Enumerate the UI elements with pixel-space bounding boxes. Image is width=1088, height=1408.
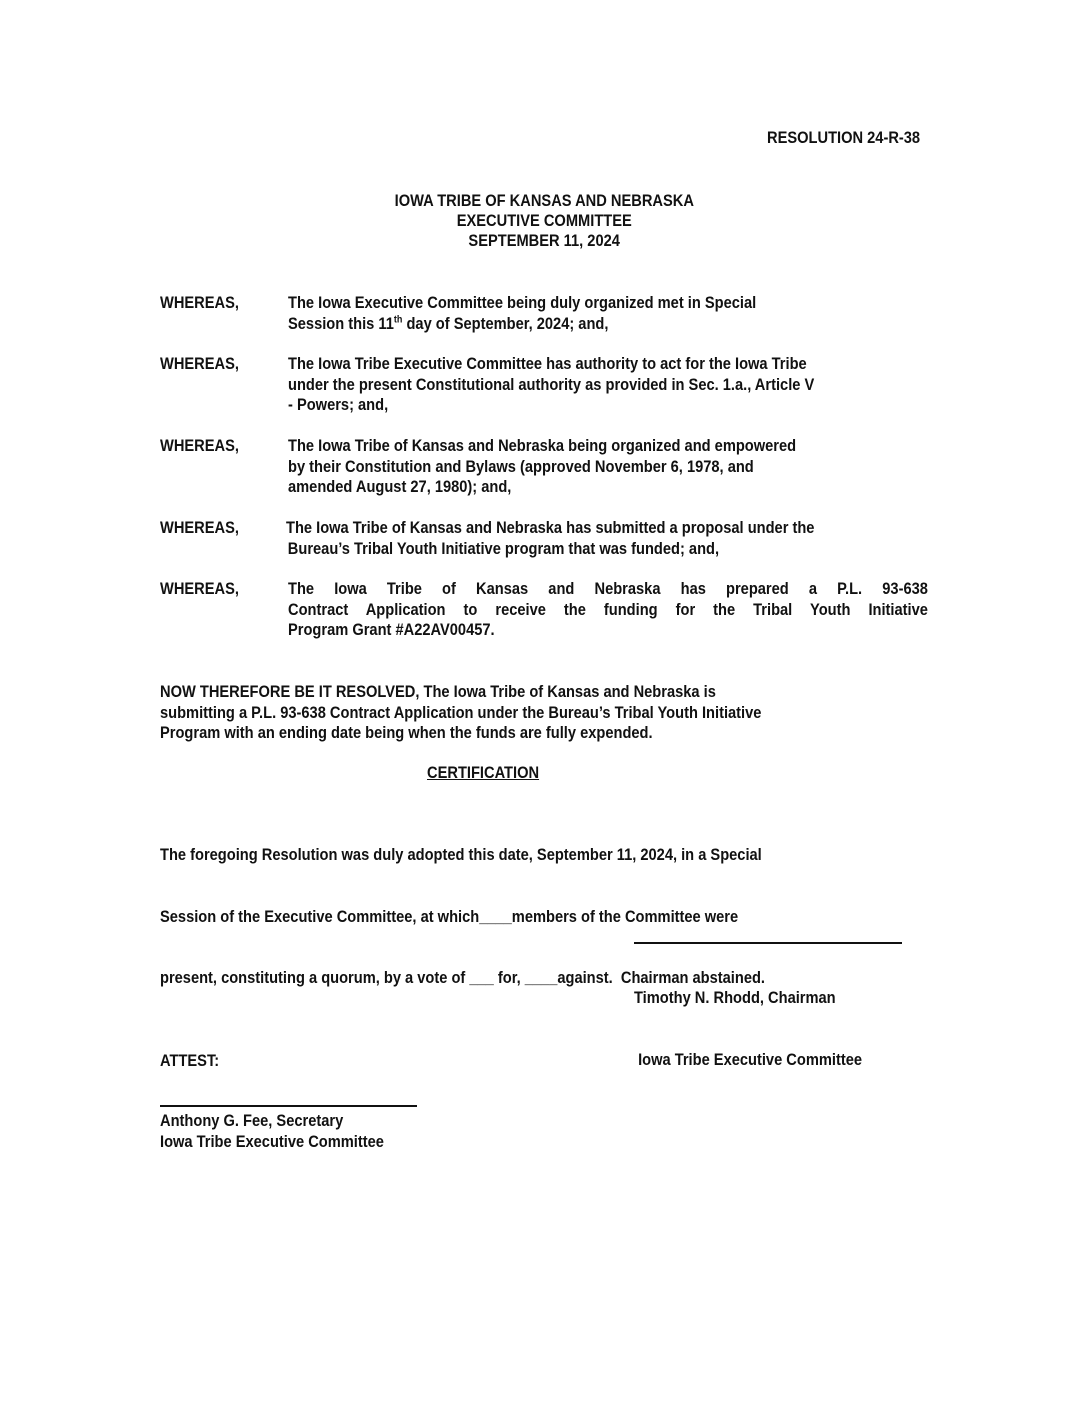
secretary-name: Anthony G. Fee, Secretary — [160, 1112, 344, 1130]
header-committee: EXECUTIVE COMMITTEE — [456, 212, 632, 230]
resolved-paragraph: NOW THEREFORE BE IT RESOLVED, The Iowa Tribe of Kansas and Nebraska is submitting a P.L. 93-638 Contract Application under the Bureau’s Tribal Youth Initiative Program with an ending date being when the funds are fully expended. — [160, 683, 762, 742]
whereas-label: WHEREAS, — [160, 294, 239, 312]
secretary-signature-block — [160, 1111, 384, 1152]
clause-5: The Iowa Tribe of Kansas and Nebraska has prepared a P.L. 93-638 Contract Application to receive the funding for the Tribal Youth Initiative Program Grant #A22AV00457. — [288, 580, 928, 639]
chairman-signature-block — [634, 947, 862, 1091]
attest-label: ATTEST: — [160, 1052, 220, 1070]
secretary-signature-line — [160, 1105, 417, 1107]
whereas-label: WHEREAS, — [160, 580, 239, 598]
certification-paragraph: The foregoing Resolution was duly adopted this date, September 11, 2024, in a Special Session of the Executive Committee, at which____members of the Committee were present, constituting a quorum, by a vote of ___ for, ____against. Chairman abstained. — [160, 846, 765, 987]
chairman-name: Timothy N. Rhodd, Chairman — [634, 989, 836, 1007]
resolution-number: RESOLUTION 24-R-38 — [766, 129, 920, 147]
whereas-label: WHEREAS, — [160, 437, 239, 455]
clause-3: The Iowa Tribe of Kansas and Nebraska being organized and empowered by their Constitution and Bylaws (approved November 6, 1978, and amended August 27, 1980); and, — [288, 437, 797, 496]
header-org: IOWA TRIBE OF KANSAS AND NEBRASKA — [394, 192, 694, 210]
clause-4: The Iowa Tribe of Kansas and Nebraska has submitted a proposal under the Bureau’s Tribal Youth Initiative program that was funded; and, — [286, 519, 815, 558]
header-date: SEPTEMBER 11, 2024 — [468, 232, 620, 250]
whereas-label: WHEREAS, — [160, 519, 239, 537]
chairman-title: Iowa Tribe Executive Committee — [634, 1050, 863, 1069]
secretary-title: Iowa Tribe Executive Committee — [160, 1132, 384, 1151]
chairman-signature-line — [634, 942, 902, 944]
certification-heading: CERTIFICATION — [427, 764, 540, 782]
whereas-label: WHEREAS, — [160, 355, 239, 373]
clause-1: The Iowa Executive Committee being duly organized met in Special Session this 11th day of September, 2024; and, — [288, 294, 757, 333]
clause-2: The Iowa Tribe Executive Committee has authority to act for the Iowa Tribe under the present Constitutional authority as provided in Sec. 1.a., Article V - Powers; and, — [288, 355, 815, 414]
